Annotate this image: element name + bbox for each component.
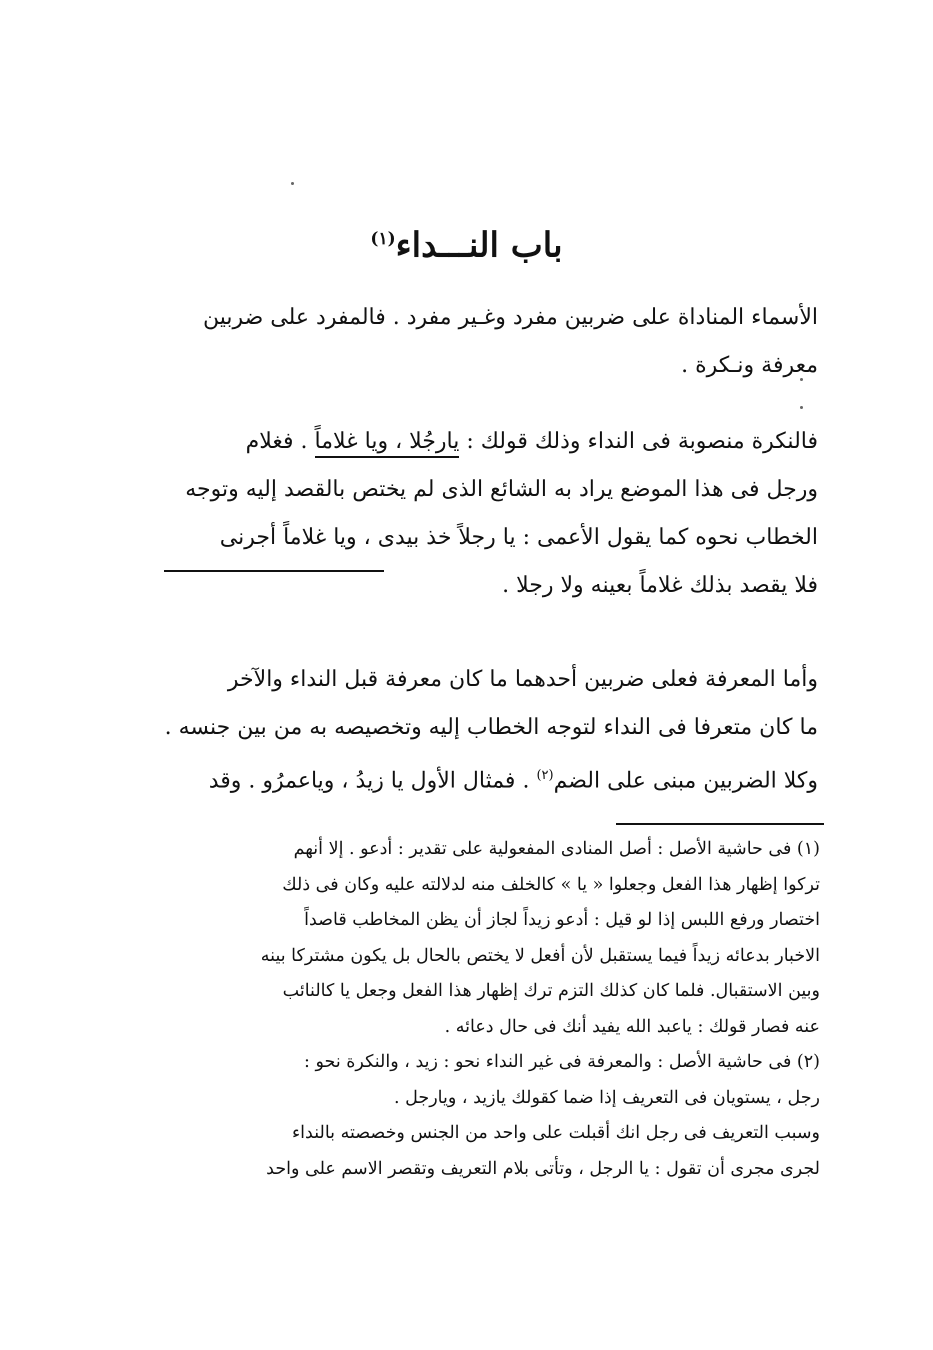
- paragraph-3-line-3-after: . فمثال الأول يا زيدُ ، وياعمرُو . وقد: [208, 768, 530, 794]
- footnote-separator: [616, 823, 824, 825]
- paragraph-2-line-1: [162, 418, 818, 466]
- footnote-line-7: (٢) فى حاشية الأصل : والمعرفة فى غير النداء نحو : زيد ، والنكرة نحو :: [304, 1052, 820, 1072]
- footnote-line-1: (١) فى حاشية الأصل : أصل المنادى المفعولية على تقدير : أدعو . إلا أنهم: [293, 839, 820, 859]
- footnote-line-9: وسبب التعريف فى رجل انك أقبلت على واحد من الجنس وخصصته بالنداء: [291, 1123, 820, 1143]
- footnote-line-5: وبين الاستقبال. فلما كان كذلك التزم ترك إظهار هذا الفعل وجعل يا كالنائب: [282, 981, 820, 1001]
- footnote-line-2: تركوا إظهار هذا الفعل وجعلوا « يا » كالخلف منه لدلالته عليه وكان فى ذلك: [282, 874, 820, 895]
- footnote-line-10: لجرى مجرى أن تقول : يا الرجل ، وتأتى بلام التعريف وتقصر الاسم على واحد: [266, 1158, 820, 1179]
- footnote-line-3: اختصار ورفع اللبس إذا لو قيل : أدعو زيداً لجاز أن يظن المخاطب قاصداً: [304, 910, 820, 930]
- underlined-example: يارجُلا ، ويا غلاماً: [315, 429, 460, 458]
- paragraph-3-line-2: ما كان متعرفا فى النداء لتوجه الخطاب إليه وتخصيصه به من بين جنسه .: [164, 715, 818, 740]
- footnote-line-4: الاخبار بدعائه زيداً فيما يستقبل لأن أفعل لا يختص بالحال بل يكون مشتركا بينه: [260, 945, 820, 966]
- chapter-title: [0, 214, 933, 270]
- paragraph-1-line-1: الأسماء المناداة على ضربين مفرد وغـير مفرد . فالمفرد على ضربين: [202, 305, 818, 330]
- paragraph-2-line-4: فلا يقصد بذلك غلاماً بعينه ولا رجلا .: [502, 573, 818, 598]
- handwritten-underline: [164, 570, 384, 572]
- footnote-line-8: رجل ، يستويان فى التعريف إذا ضما كقولك يازيد ، ويارجل .: [394, 1087, 820, 1108]
- paragraph-3-line-1: وأما المعرفة فعلى ضربين أحدهما ما كان معرفة قبل النداء والآخر: [227, 667, 818, 692]
- paragraph-3-line-3: [162, 752, 818, 800]
- footnote-line-6: عنه فصار قولك : ياعبد الله يفيد أنك فى حال دعائه .: [444, 1016, 820, 1037]
- paragraph-1-line-2: معرفة ونـكرة .: [681, 353, 818, 378]
- paragraph-3-line-3-before: وكلا الضربين مبنى على الضم: [553, 768, 818, 794]
- paragraph-1: [162, 294, 818, 390]
- chapter-title-text: باب النـــداء: [395, 225, 563, 266]
- scan-speck: [291, 182, 294, 185]
- paragraph-3: [162, 656, 818, 800]
- paragraph-2-line-1-before: فالنكرة منصوبة فى النداء وذلك قولك :: [466, 429, 818, 454]
- paragraph-2: [162, 418, 818, 610]
- footnote-ref-1: (١): [370, 229, 396, 249]
- scan-speck: [800, 406, 803, 409]
- paragraph-2-line-2: ورجل فى هذا الموضع يراد به الشائع الذى لم يختص بالقصد إليه وتوجه: [185, 477, 818, 502]
- scan-speck: [800, 378, 803, 381]
- paragraph-2-line-1-after: . فغلام: [245, 429, 308, 454]
- footnotes: [168, 832, 820, 1187]
- footnote-ref-2: (٢): [536, 768, 554, 783]
- paragraph-2-line-3: الخطاب نحوه كما يقول الأعمى : يا رجلاً خذ بيدى ، ويا غلاماً أجرنى: [219, 525, 818, 550]
